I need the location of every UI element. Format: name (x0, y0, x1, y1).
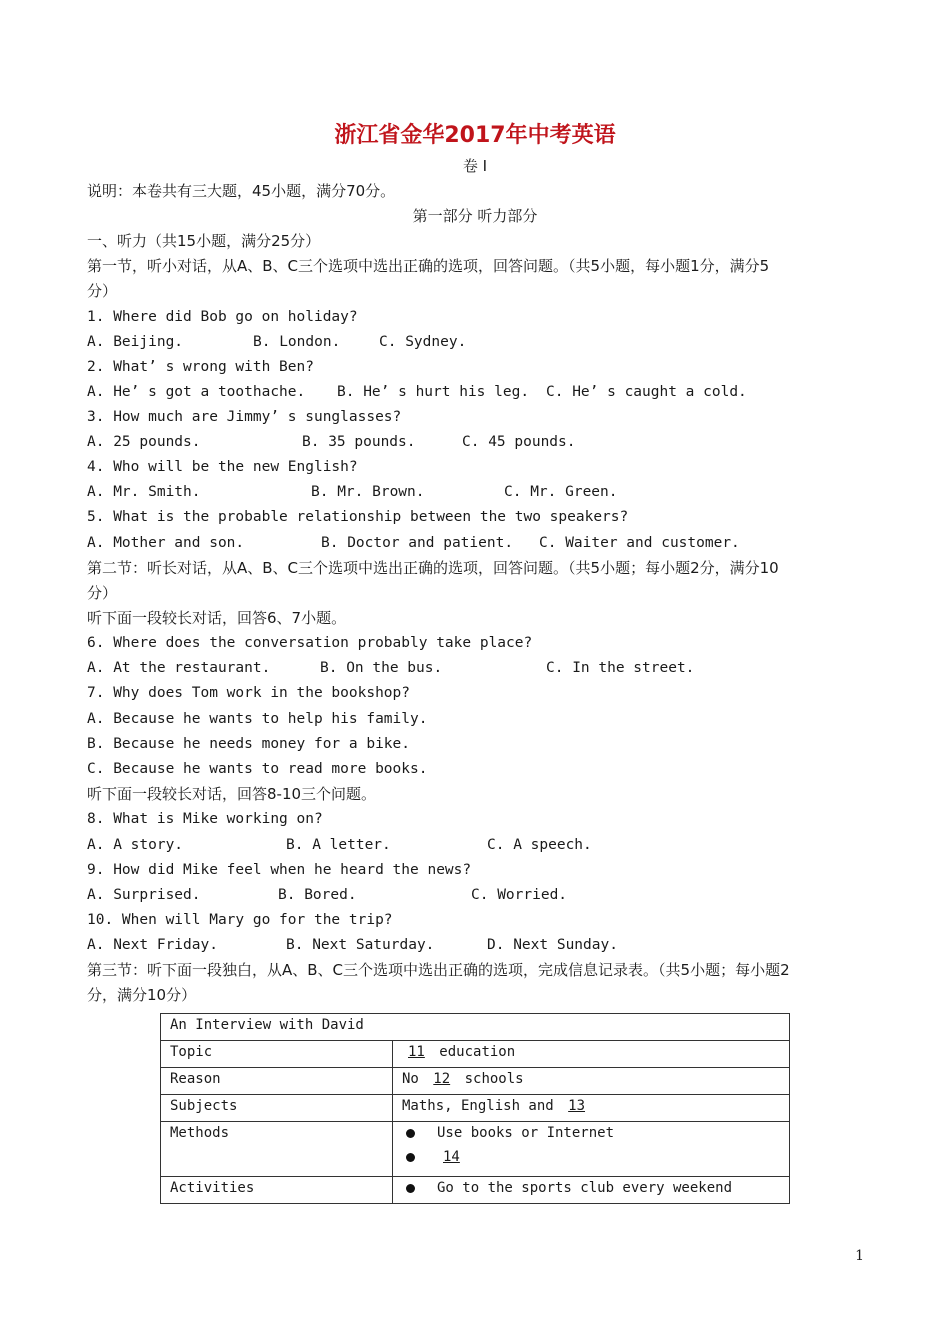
dialogue-intro-8-10: 听下面一段较长对话，回答8-10三个问题。 (87, 785, 377, 803)
option-4b: B. Mr. Brown. (311, 484, 425, 500)
question-5: 5. What is the probable relationship between the two speakers? (87, 509, 629, 525)
section2-instructions-cont: 分） (87, 584, 118, 602)
reason-text: schools (464, 1071, 524, 1087)
table-cell-reason (393, 1068, 790, 1095)
table-cell-methods (393, 1122, 790, 1177)
table-row (161, 1122, 790, 1177)
bullet-icon (406, 1129, 415, 1138)
activities-item-1 (402, 1180, 780, 1196)
activities-text-1: Go to the sports club every weekend (437, 1180, 733, 1196)
methods-item-2 (402, 1149, 780, 1165)
option-7c: C. Because he wants to read more books. (87, 761, 428, 777)
option-1b: B. London. (253, 334, 341, 350)
option-4c: C. Mr. Green. (504, 484, 618, 500)
table-label-topic: Topic (161, 1041, 393, 1068)
section1-instructions: 第一节，听小对话，从A、B、C三个选项中选出正确的选项，回答问题。（共5小题，每小题1分，满分5 (87, 257, 770, 275)
option-2a: A. He’ s got a toothache. (87, 384, 306, 400)
table-cell-subjects (393, 1095, 790, 1122)
table-label-activities: Activities (161, 1177, 393, 1204)
table-row (161, 1068, 790, 1095)
option-3a: A. 25 pounds. (87, 434, 201, 450)
page-number: 1 (855, 1248, 864, 1264)
blank-11: 11 (408, 1044, 425, 1060)
option-9c: C. Worried. (471, 887, 568, 903)
option-6a: A. At the restaurant. (87, 660, 271, 676)
option-10b: B. Next Saturday. (286, 937, 435, 953)
option-10a: A. Next Friday. (87, 937, 218, 953)
table-label-reason: Reason (161, 1068, 393, 1095)
reason-prefix: No (402, 1071, 419, 1087)
table-row (161, 1014, 790, 1041)
option-2c: C. He’ s caught a cold. (546, 384, 747, 400)
topic-text: education (439, 1044, 516, 1060)
table-header: An Interview with David (161, 1014, 790, 1041)
info-record-table (160, 1013, 790, 1204)
question-8: 8. What is Mike working on? (87, 811, 323, 827)
methods-text-1: Use books or Internet (437, 1125, 615, 1141)
dialogue-intro-6-7: 听下面一段较长对话，回答6、7小题。 (87, 609, 347, 627)
option-10c: D. Next Sunday. (487, 937, 618, 953)
table-cell-activities (393, 1177, 790, 1204)
blank-12: 12 (433, 1071, 451, 1087)
table-row (161, 1041, 790, 1068)
question-9: 9. How did Mike feel when he heard the news? (87, 862, 472, 878)
table-row (161, 1177, 790, 1204)
question-7: 7. Why does Tom work in the bookshop? (87, 685, 411, 701)
question-6: 6. Where does the conversation probably take place? (87, 635, 533, 651)
page-title: 浙江省金华2017年中考英语 (334, 123, 616, 148)
bullet-icon (406, 1184, 415, 1193)
option-5c: C. Waiter and customer. (539, 535, 740, 551)
question-10: 10. When will Mary go for the trip? (87, 912, 393, 928)
methods-item-1 (402, 1125, 780, 1141)
question-3: 3. How much are Jimmy’ s sunglasses? (87, 409, 402, 425)
option-8c: C. A speech. (487, 837, 592, 853)
option-1a: A. Beijing. (87, 334, 184, 350)
blank-14: 14 (443, 1149, 460, 1165)
question-4: 4. Who will be the new English? (87, 459, 358, 475)
part-heading: 第一部分 听力部分 (412, 207, 538, 225)
option-8b: B. A letter. (286, 837, 391, 853)
option-9b: B. Bored. (278, 887, 357, 903)
option-6c: C. In the street. (546, 660, 695, 676)
section-heading: 一、听力（共15小题，满分25分） (87, 232, 321, 250)
option-7a: A. Because he wants to help his family. (87, 711, 428, 727)
section3-instructions: 第三节：听下面一段独白，从A、B、C三个选项中选出正确的选项，完成信息记录表。（共5小题；每小题2 (87, 961, 790, 979)
option-5a: A. Mother and son. (87, 535, 245, 551)
option-7b: B. Because he needs money for a bike. (87, 736, 411, 752)
paper-subtitle: 卷 I (462, 157, 488, 175)
option-5b: B. Doctor and patient. (321, 535, 514, 551)
option-3c: C. 45 pounds. (462, 434, 576, 450)
option-4a: A. Mr. Smith. (87, 484, 201, 500)
table-row (161, 1095, 790, 1122)
instructions-note: 说明：本卷共有三大题，45小题，满分70分。 (87, 182, 396, 200)
section3-instructions-cont: 分，满分10分） (87, 986, 197, 1004)
table-label-subjects: Subjects (161, 1095, 393, 1122)
option-8a: A. A story. (87, 837, 184, 853)
option-2b: B. He’ s hurt his leg. (337, 384, 530, 400)
option-1c: C. Sydney. (379, 334, 467, 350)
section1-instructions-cont: 分） (87, 282, 118, 300)
bullet-icon (406, 1153, 415, 1162)
subjects-prefix: Maths, English and (402, 1098, 554, 1114)
option-3b: B. 35 pounds. (302, 434, 416, 450)
blank-13: 13 (568, 1098, 586, 1114)
option-6b: B. On the bus. (320, 660, 443, 676)
table-cell-topic (393, 1041, 790, 1068)
question-1: 1. Where did Bob go on holiday? (87, 309, 358, 325)
option-9a: A. Surprised. (87, 887, 201, 903)
table-label-methods: Methods (161, 1122, 393, 1177)
question-2: 2. What’ s wrong with Ben? (87, 359, 314, 375)
section2-instructions: 第二节：听长对话，从A、B、C三个选项中选出正确的选项，回答问题。（共5小题；每小题2分，满分10 (87, 559, 779, 577)
